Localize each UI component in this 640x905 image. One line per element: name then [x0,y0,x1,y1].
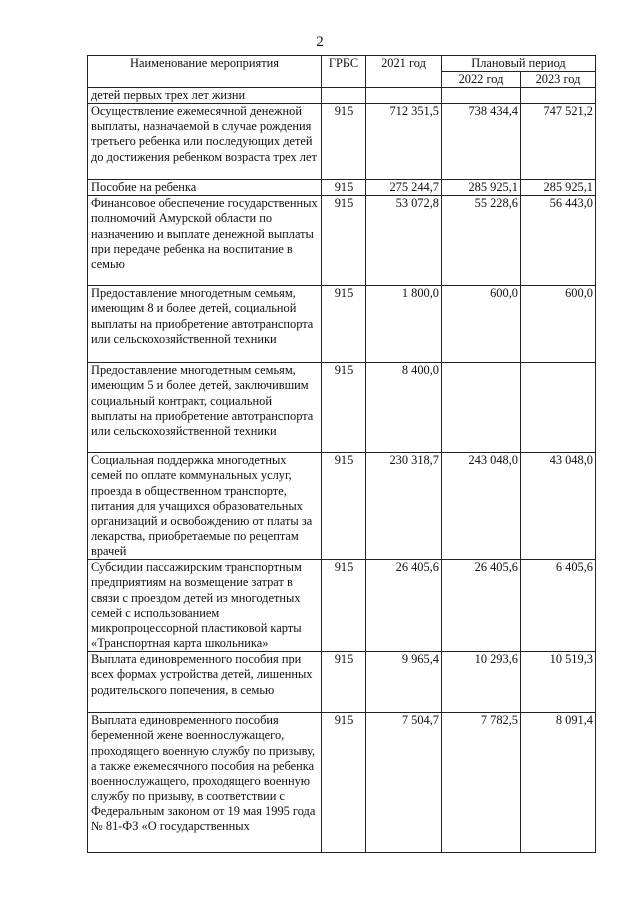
row-2022: 55 228,6 [442,196,521,286]
row-2023 [521,363,596,453]
row-2021 [366,88,442,104]
table-row [88,286,596,363]
row-name: Предоставление многодетным семьям, имеющим 8 и более детей, социальной выплаты на приобретение автотранспорта или сельскохозяйственной техники [88,286,322,363]
row-2021: 7 504,7 [366,713,442,853]
row-2021: 26 405,6 [366,560,442,652]
row-2023: 6 405,6 [521,560,596,652]
row-2022: 285 925,1 [442,180,521,196]
table-row [88,652,596,713]
header-planned-period: Плановый период [442,56,596,72]
row-2022: 10 293,6 [442,652,521,713]
row-2022: 243 048,0 [442,453,521,560]
table-row [88,196,596,286]
row-2021: 230 318,7 [366,453,442,560]
row-grbs: 915 [322,560,366,652]
row-2023: 285 925,1 [521,180,596,196]
row-2023: 8 091,4 [521,713,596,853]
header-grbs: ГРБС [322,56,366,88]
row-2021: 1 800,0 [366,286,442,363]
row-2021: 275 244,7 [366,180,442,196]
table-row [88,104,596,180]
row-2021: 53 072,8 [366,196,442,286]
row-2022 [442,363,521,453]
row-grbs: 915 [322,196,366,286]
table-row [88,180,596,196]
row-name: Предоставление многодетным семьям, имеющим 5 и более детей, заключившим социальный контракт, социальной выплаты на приобретение автотранспорта или сельскохозяйственной техники [88,363,322,453]
page-number: 2 [316,34,324,50]
row-name: Осуществление ежемесячной денежной выплаты, назначаемой в случае рождения третьего ребенка или последующих детей до достижения ребенком возраста трех лет [88,104,322,180]
row-grbs: 915 [322,180,366,196]
row-2022: 7 782,5 [442,713,521,853]
row-2023: 10 519,3 [521,652,596,713]
table-row [88,560,596,652]
row-grbs: 915 [322,104,366,180]
row-grbs: 915 [322,652,366,713]
header-name: Наименование мероприятия [88,56,322,88]
row-grbs: 915 [322,286,366,363]
row-name: Пособие на ребенка [88,180,322,196]
row-name: детей первых трех лет жизни [88,88,322,104]
row-grbs: 915 [322,453,366,560]
row-2022: 600,0 [442,286,521,363]
row-2021: 8 400,0 [366,363,442,453]
header-2023: 2023 год [521,72,596,88]
row-name: Субсидии пассажирским транспортным предприятиям на возмещение затрат в связи с проездом детей из многодетных семей с использованием микропроцессорной пластиковой карты «Транспортная карта школьника» [88,560,322,652]
row-2022: 26 405,6 [442,560,521,652]
row-2023: 43 048,0 [521,453,596,560]
table-row [88,88,596,104]
row-2022 [442,88,521,104]
table-row [88,363,596,453]
row-2021: 9 965,4 [366,652,442,713]
row-2023 [521,88,596,104]
row-name: Социальная поддержка многодетных семей по оплате коммунальных услуг, проезда в общественном транспорте, питания для учащихся образовательных организаций и освобождению от платы за лекарства, приобретаемые по рецептам врачей [88,453,322,560]
row-2023: 600,0 [521,286,596,363]
header-2022: 2022 год [442,72,521,88]
row-2023: 56 443,0 [521,196,596,286]
row-grbs [322,88,366,104]
row-2021: 712 351,5 [366,104,442,180]
row-name: Выплата единовременного пособия при всех формах устройства детей, лишенных родительского попечения, в семью [88,652,322,713]
row-name: Выплата единовременного пособия беременной жене военнослужащего, проходящего военную службу по призыву, а также ежемесячного пособия на ребенка военнослужащего, проходящего военную службу по призыву, в соответствии с Федеральным законом от 19 мая 1995 года № 81-ФЗ «О государственных [88,713,322,853]
row-name: Финансовое обеспечение государственных полномочий Амурской области по назначению и выплате денежной выплаты при передаче ребенка на воспитание в семью [88,196,322,286]
header-2021: 2021 год [366,56,442,88]
table-row [88,453,596,560]
row-2023: 747 521,2 [521,104,596,180]
row-grbs: 915 [322,363,366,453]
budget-table [87,55,596,853]
table-row [88,713,596,853]
row-grbs: 915 [322,713,366,853]
row-2022: 738 434,4 [442,104,521,180]
